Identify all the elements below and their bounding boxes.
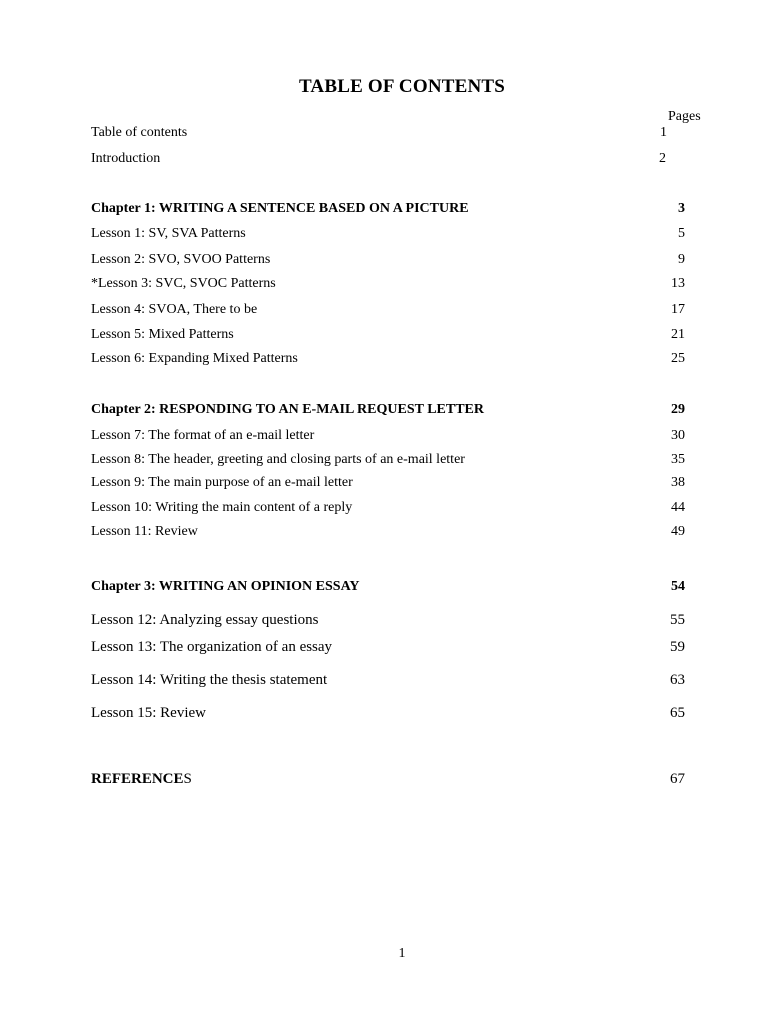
references-text-suffix: S <box>183 771 192 787</box>
lesson-page: 35 <box>671 452 685 467</box>
lesson-page: 17 <box>671 302 685 317</box>
chapter-page: 54 <box>671 579 685 594</box>
chapter-page: 29 <box>671 402 685 417</box>
lesson-page: 38 <box>671 475 685 490</box>
chapter-heading-text: Chapter 2: RESPONDING TO AN E-MAIL REQUEST LETTER <box>91 402 484 417</box>
page-number: 1 <box>398 946 406 961</box>
lesson-page: 25 <box>671 351 685 366</box>
lesson-text: Lesson 15: Review <box>91 705 206 721</box>
chapter-heading-text: Chapter 3: WRITING AN OPINION ESSAY <box>91 579 360 594</box>
toc-lesson-14 <box>91 672 685 692</box>
toc-entry-table-of-contents <box>91 125 685 145</box>
toc-entry-introduction <box>91 151 685 171</box>
lesson-text: Lesson 13: The organization of an essay <box>91 639 333 655</box>
toc-lesson-12 <box>91 612 685 632</box>
toc-lesson-10 <box>91 500 685 520</box>
toc-lesson-11 <box>91 524 685 544</box>
lesson-text: Lesson 9: The main purpose of an e-mail letter <box>91 475 353 490</box>
page-title: TABLE OF CONTENTS <box>298 76 506 97</box>
lesson-page: 63 <box>670 672 685 688</box>
lesson-page: 65 <box>670 705 685 721</box>
references-text-bold: REFERENCE <box>91 771 184 787</box>
lesson-page: 59 <box>670 639 685 655</box>
lesson-page: 9 <box>678 252 685 267</box>
toc-lesson-13 <box>91 639 685 659</box>
toc-lesson-5 <box>91 327 685 347</box>
lesson-text: Lesson 14: Writing the thesis statement <box>91 672 328 688</box>
toc-lesson-3 <box>91 276 685 296</box>
lesson-text: Lesson 12: Analyzing essay questions <box>91 612 319 628</box>
lesson-text: Lesson 2: SVO, SVOO Patterns <box>91 252 271 267</box>
toc-lesson-15 <box>91 705 685 725</box>
lesson-text: Lesson 11: Review <box>91 524 198 539</box>
lesson-page: 44 <box>671 500 685 515</box>
lesson-text: Lesson 1: SV, SVA Patterns <box>91 226 246 241</box>
lesson-page: 49 <box>671 524 685 539</box>
lesson-text: Lesson 5: Mixed Patterns <box>91 327 234 342</box>
toc-entry-page: 1 <box>660 125 667 140</box>
lesson-page: 21 <box>671 327 685 342</box>
toc-lesson-1 <box>91 226 685 246</box>
lesson-text: Lesson 8: The header, greeting and closing parts of an e-mail letter <box>91 452 465 467</box>
lesson-page: 55 <box>670 612 685 628</box>
toc-chapter-2-heading <box>91 402 685 422</box>
lesson-text: Lesson 10: Writing the main content of a reply <box>91 500 353 515</box>
lesson-text: Lesson 4: SVOA, There to be <box>91 302 258 317</box>
lesson-page: 5 <box>678 226 685 241</box>
toc-lesson-4 <box>91 302 685 322</box>
toc-lesson-8 <box>91 452 685 472</box>
lesson-page: 30 <box>671 428 685 443</box>
toc-lesson-7 <box>91 428 685 448</box>
lesson-page: 13 <box>671 276 685 291</box>
references-text <box>91 771 192 788</box>
chapter-page: 3 <box>678 201 685 216</box>
chapter-heading-text: Chapter 1: WRITING A SENTENCE BASED ON A PICTURE <box>91 201 469 216</box>
pages-column-label: Pages <box>668 109 701 124</box>
toc-lesson-2 <box>91 252 685 272</box>
toc-chapter-1-heading <box>91 201 685 221</box>
toc-references <box>91 771 685 791</box>
toc-entry-page: 2 <box>659 151 666 166</box>
toc-lesson-6 <box>91 351 685 371</box>
toc-lesson-9 <box>91 475 685 495</box>
toc-entry-text: Table of contents <box>91 125 188 140</box>
lesson-text: Lesson 7: The format of an e-mail letter <box>91 428 315 443</box>
toc-chapter-3-heading <box>91 579 685 599</box>
references-page: 67 <box>670 771 685 787</box>
lesson-text: *Lesson 3: SVC, SVOC Patterns <box>91 276 276 291</box>
lesson-text: Lesson 6: Expanding Mixed Patterns <box>91 351 298 366</box>
toc-entry-text: Introduction <box>91 151 161 166</box>
